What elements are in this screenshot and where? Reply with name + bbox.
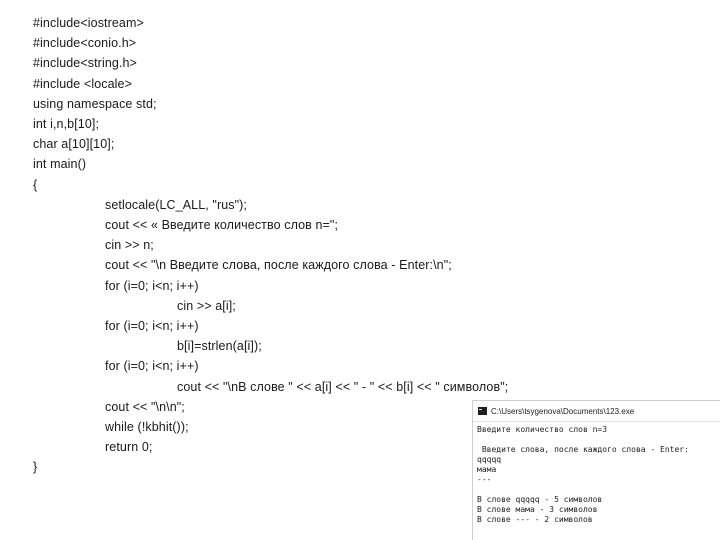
- console-line: ---: [477, 475, 492, 484]
- console-line: [477, 435, 716, 445]
- code-line: for (i=0; i<n; i++): [105, 319, 199, 333]
- code-line: #include<conio.h>: [33, 36, 137, 51]
- code-line: while (!kbhit());: [105, 420, 189, 434]
- code-line: char a[10][10];: [33, 137, 115, 152]
- code-line: setlocale(LC_ALL, "rus");: [105, 197, 247, 212]
- console-line: [477, 485, 716, 495]
- console-line: Введите слова, после каждого слова - Enter:: [477, 445, 689, 454]
- code-line: cout << "\n\n";: [105, 399, 185, 414]
- code-line: int main(): [33, 157, 87, 172]
- console-output: [473, 422, 720, 528]
- code-line: for (i=0; i<n; i++): [105, 359, 199, 374]
- code-line: #include <locale>: [33, 76, 132, 91]
- code-line: #include<iostream>: [33, 16, 144, 30]
- console-line: В слове мама - 3 символов: [477, 505, 598, 514]
- console-line: мама: [477, 465, 497, 474]
- console-title: C:\Users\tsygenova\Documents\123.exe: [491, 406, 635, 416]
- console-line: qqqqq: [477, 455, 502, 464]
- code-line: return 0;: [105, 440, 153, 455]
- code-line: int i,n,b[10];: [33, 117, 100, 131]
- code-line: cin >> a[i];: [177, 298, 236, 313]
- console-titlebar[interactable]: [473, 401, 720, 422]
- code-line: cout << "\nВ слове " << a[i] << " - " << b[i] << " символов";: [177, 379, 509, 394]
- console-app-icon: [478, 407, 487, 415]
- code-line: {: [33, 177, 38, 192]
- code-line: using namespace std;: [33, 96, 157, 111]
- code-line: cout << « Введите количество слов n=";: [105, 218, 339, 232]
- code-line: b[i]=strlen(a[i]);: [177, 339, 262, 354]
- console-line: В слове --- - 2 символов: [477, 515, 593, 524]
- console-line: Введите количество слов n=3: [477, 425, 608, 434]
- code-line: }: [33, 460, 38, 475]
- code-line: #include<string.h>: [33, 56, 137, 71]
- code-line: for (i=0; i<n; i++): [105, 278, 199, 293]
- console-line: В слове qqqqq - 5 символов: [477, 495, 603, 504]
- code-line: cout << "\n Введите слова, после каждого слова - Enter:\n";: [105, 258, 452, 273]
- console-window[interactable]: [472, 400, 720, 540]
- code-line: cin >> n;: [105, 238, 154, 253]
